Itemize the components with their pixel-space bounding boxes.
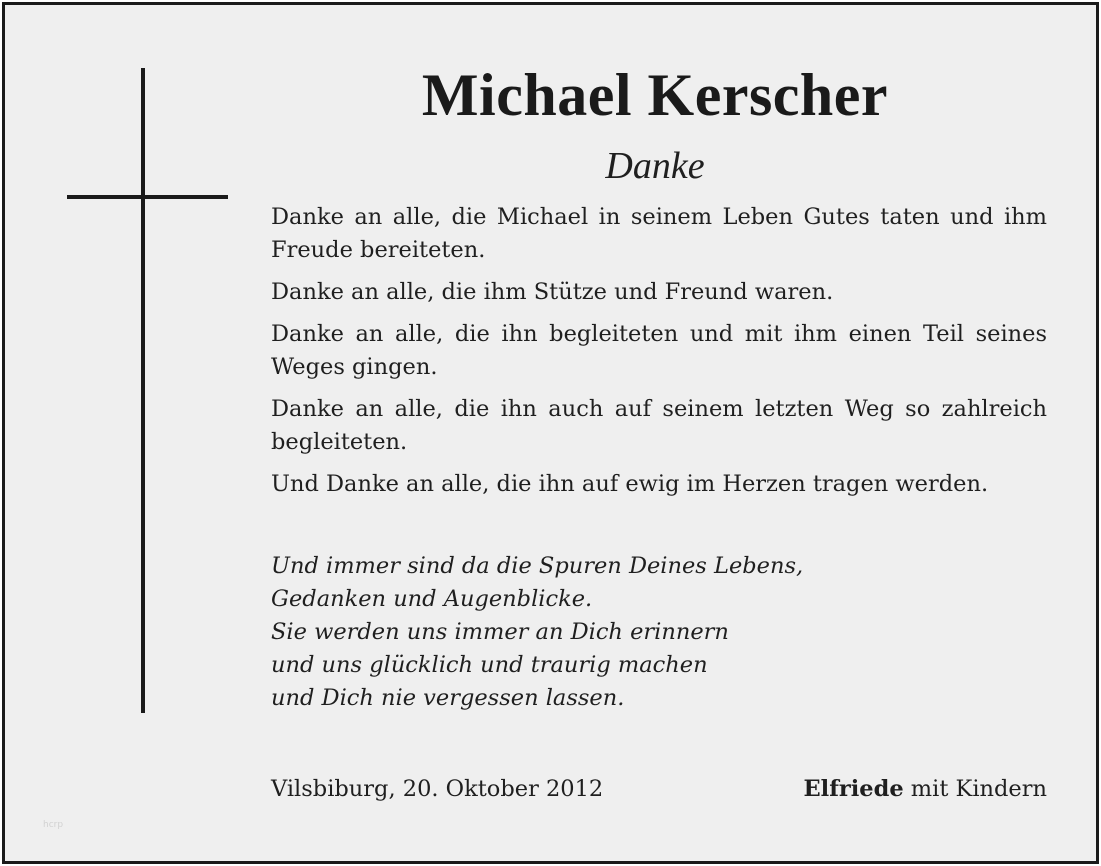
poem-line: Sie werden uns immer an Dich erinnern [271,619,729,645]
place-date: Vilsbiburg, 20. Oktober 2012 [271,776,604,802]
poem [271,550,1047,715]
cross-horizontal-bar [67,195,228,199]
watermark: hcrp [43,820,64,830]
poem-line: und Dich nie vergessen lassen. [271,685,625,711]
signature-name: Elfriede [803,776,904,802]
poem-line: Und immer sind da die Spuren Deines Lebens, [271,553,804,579]
poem-line: Gedanken und Augenblicke. [271,586,593,612]
signature [804,773,1047,806]
deceased-name: Michael Kerscher [421,62,889,128]
poem-line: und uns glücklich und traurig machen [271,652,708,678]
cross-vertical-bar [141,68,145,713]
thanks-text [271,201,1047,510]
thanks-paragraph: Danke an alle, die Michael in seinem Leben Gutes taten und ihm Freude bereiteten. [271,204,1047,263]
signature-rest: mit Kindern [903,776,1047,802]
thanks-paragraph: Danke an alle, die ihm Stütze und Freund waren. [271,279,834,305]
thanks-paragraph: Danke an alle, die ihn begleiteten und mit ihm einen Teil seines Weges gingen. [271,321,1047,380]
footer [271,773,1047,806]
thanks-heading: Danke [605,145,705,187]
thanks-paragraph: Und Danke an alle, die ihn auf ewig im Herzen tragen werden. [271,471,989,497]
thanks-paragraph: Danke an alle, die ihn auch auf seinem letzten Weg so zahlreich begleiteten. [271,396,1047,455]
obituary-card [2,2,1099,864]
